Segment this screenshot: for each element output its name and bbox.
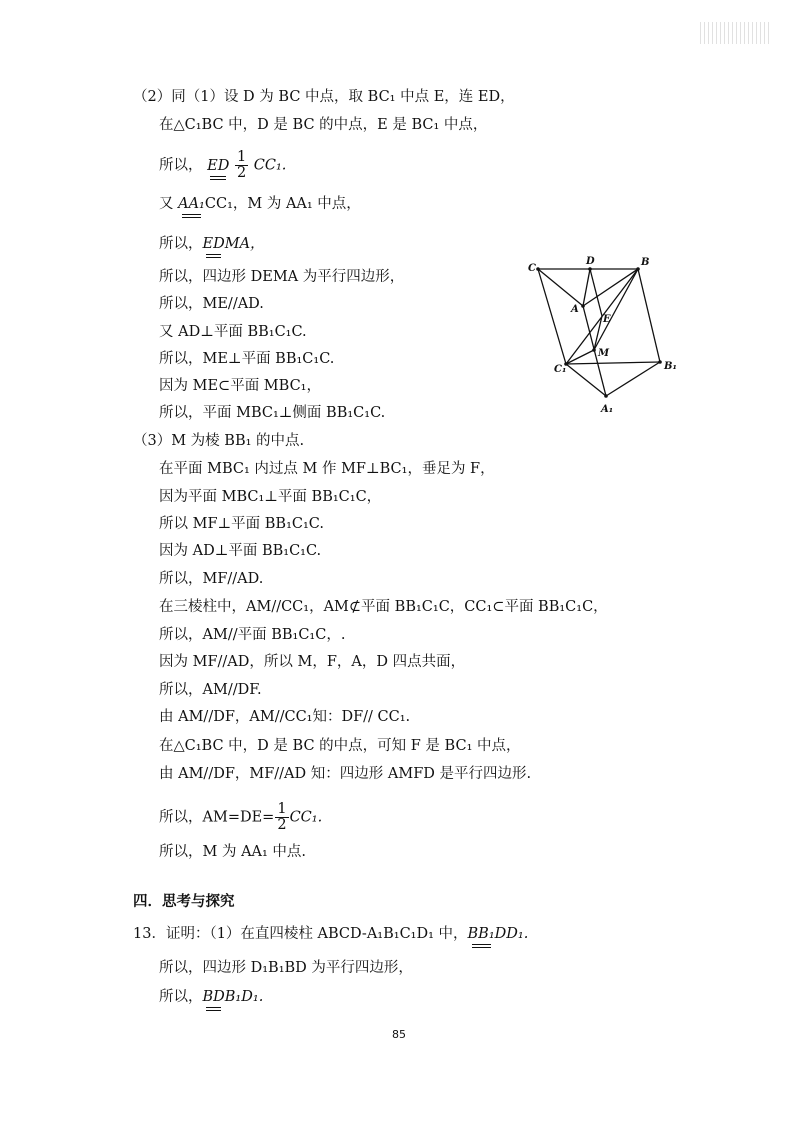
part2-line-8: 又 AD⊥平面 BB₁C₁C. bbox=[159, 324, 307, 340]
label-B1: B₁ bbox=[664, 361, 677, 372]
label-B: B bbox=[641, 257, 650, 268]
part2-line-3: 所以， ED $\frac{1}{2}$ CC₁. bbox=[159, 149, 287, 181]
label-C1: C₁ bbox=[554, 364, 567, 375]
part3-line-3: 因为平面 MBC₁⊥平面 BB₁C₁C， bbox=[159, 489, 382, 505]
label-C: C bbox=[528, 263, 536, 274]
part2-line-4: 又 AA₁CC₁，M 为 AA₁ 中点， bbox=[159, 194, 361, 217]
label-D: D bbox=[586, 256, 595, 267]
segment-DA bbox=[583, 269, 590, 306]
part2-line-9: 所以，ME⊥平面 BB₁C₁C. bbox=[159, 351, 335, 367]
section-title: 四．思考与探究 bbox=[133, 894, 235, 910]
parallel-equal-symbol: BD bbox=[203, 987, 225, 1010]
part2-line-2: 在△C₁BC 中，D 是 BC 的中点，E 是 BC₁ 中点， bbox=[159, 117, 488, 133]
part2-line-7: 所以，ME//AD. bbox=[159, 296, 264, 312]
part3-line-14: 所以，AM=DE= $\frac{1}{2}$ CC₁. bbox=[159, 801, 323, 833]
parallel-equal-symbol: ED bbox=[203, 234, 225, 257]
part3-line-12: 在△C₁BC 中，D 是 BC 的中点，可知 F 是 BC₁ 中点， bbox=[159, 738, 521, 754]
parallel-equal-symbol: BB₁ bbox=[468, 924, 495, 947]
edge-CC1 bbox=[538, 269, 566, 364]
section4-line-3: 所以，BDB₁D₁. bbox=[159, 987, 263, 1010]
part2-line-5: 所以，EDMA， bbox=[159, 234, 265, 257]
part3-line-1: （3）M 为棱 BB₁ 的中点. bbox=[133, 433, 305, 449]
part3-line-8: 所以，AM//平面 BB₁C₁C，. bbox=[159, 627, 346, 643]
fraction-one-half: $\frac{1}{2}$ bbox=[277, 801, 287, 833]
part3-line-10: 所以，AM//DF. bbox=[159, 682, 262, 698]
page-number: 85 bbox=[392, 1028, 406, 1041]
scan-noise bbox=[700, 22, 770, 44]
part3-line-9: 因为 MF//AD，所以 M，F，A，D 四点共面， bbox=[159, 654, 466, 670]
edge-C1B1 bbox=[566, 362, 660, 364]
part3-line-15: 所以，M 为 AA₁ 中点. bbox=[159, 844, 307, 860]
edge-B1A1 bbox=[606, 362, 660, 396]
part2-line-6: 所以，四边形 DEMA 为平行四边形， bbox=[159, 269, 405, 285]
section4-line-1: 13．证明：（1）在直四棱柱 ABCD-A₁B₁C₁D₁ 中，BB₁DD₁. bbox=[133, 924, 528, 947]
parallel-equal-symbol: AA₁ bbox=[178, 194, 205, 217]
part3-line-13: 由 AM//DF，MF//AD 知：四边形 AMFD 是平行四边形. bbox=[159, 766, 532, 782]
label-M: M bbox=[598, 348, 610, 359]
edge-C1A1 bbox=[566, 364, 606, 396]
part2-line-10: 因为 ME⊂平面 MBC₁， bbox=[159, 378, 321, 394]
part3-line-7: 在三棱柱中，AM//CC₁，AM⊄平面 BB₁C₁C，CC₁⊂平面 BB₁C₁C， bbox=[159, 599, 608, 615]
part3-line-6: 所以，MF//AD. bbox=[159, 571, 264, 587]
section4-line-2: 所以，四边形 D₁B₁BD 为平行四边形， bbox=[159, 960, 413, 976]
label-A1: A₁ bbox=[601, 404, 614, 415]
edge-BB1 bbox=[638, 269, 660, 362]
edge-CA bbox=[538, 269, 583, 306]
segment-DE bbox=[590, 269, 602, 316]
part3-line-4: 所以 MF⊥平面 BB₁C₁C. bbox=[159, 516, 324, 532]
prism-diagram bbox=[528, 254, 686, 420]
label-E: E bbox=[603, 314, 611, 325]
part2-line-11: 所以，平面 MBC₁⊥侧面 BB₁C₁C. bbox=[159, 405, 386, 421]
part3-line-11: 由 AM//DF，AM//CC₁知：DF// CC₁. bbox=[159, 709, 411, 725]
part3-line-2: 在平面 MBC₁ 内过点 M 作 MF⊥BC₁，垂足为 F， bbox=[159, 461, 495, 477]
fraction-one-half: $\frac{1}{2}$ bbox=[236, 149, 247, 181]
part2-line-1: （2）同（1）设 D 为 BC 中点，取 BC₁ 中点 E，连 ED， bbox=[133, 89, 515, 105]
parallel-equal-symbol: ED bbox=[207, 156, 229, 179]
segment-C1M bbox=[566, 350, 594, 364]
part3-line-5: 因为 AD⊥平面 BB₁C₁C. bbox=[159, 543, 322, 559]
label-A: A bbox=[571, 304, 579, 315]
